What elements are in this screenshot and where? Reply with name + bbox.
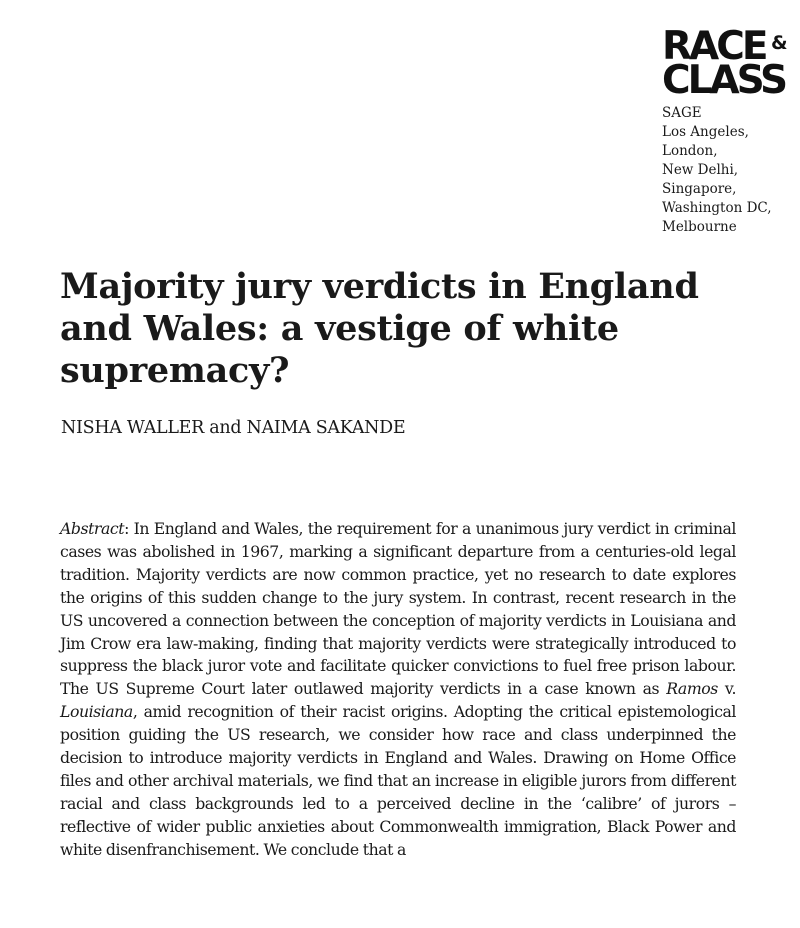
publisher-name: SAGE: [662, 105, 702, 121]
case-name: Ramos: [666, 679, 718, 699]
journal-logo: [662, 24, 794, 103]
publisher-block: [662, 104, 772, 237]
publisher-location: Melbourne: [662, 219, 737, 235]
journal-logo-class: CLASS: [662, 58, 786, 103]
publisher-location: New Delhi,: [662, 162, 739, 178]
abstract-text: : In England and Wales, the requirement for a unanimous jury verdict in criminal cases was abolished in 1967, marking a significant departure from a centuries-old legal tradition. Majority verdicts are now common practice, yet no research to date explores the origins of this sudden change to the jury system. In contrast, recent research in the US uncovered a connection between the conception of majority verdicts in Louisiana and Jim Crow era law-making, finding that majority verdicts were strategically introduced to suppress the black juror vote and facilitate quicker convictions to fuel free prison labour. The US Supreme Court later outlawed majority verdicts in a case known as: [60, 519, 736, 699]
journal-logo-ampersand: &: [771, 32, 788, 54]
publisher-location: Singapore,: [662, 181, 737, 197]
publisher-location: London,: [662, 143, 718, 159]
publisher-location: Washington DC,: [662, 200, 772, 216]
case-name: Louisiana: [60, 702, 133, 722]
article-authors: NISHA WALLER and NAIMA SAKANDE: [61, 418, 406, 438]
case-versus: v.: [717, 679, 737, 699]
article-abstract: [60, 518, 736, 862]
abstract-text: , amid recognition of their racist origins. Adopting the critical epistemological position guiding the US research, we consider how race and class underpinned the decision to introduce majority verdicts in England and Wales. Drawing on Home Office files and other archival materials, we find that an increase in eligible jurors from different racial and class backgrounds led to a perceived decline in the ‘calibre’ of jurors – reflective of wider public anxieties about Commonwealth immigration, Black Power and white disenfranchisement. We conclude that a: [60, 702, 736, 859]
article-title: Majority jury verdicts in England and Wales: a vestige of white supremacy?: [60, 266, 699, 391]
abstract-label: Abstract: [60, 519, 125, 538]
journal-logo-race: RACE: [662, 24, 766, 69]
publisher-location: Los Angeles,: [662, 124, 749, 140]
